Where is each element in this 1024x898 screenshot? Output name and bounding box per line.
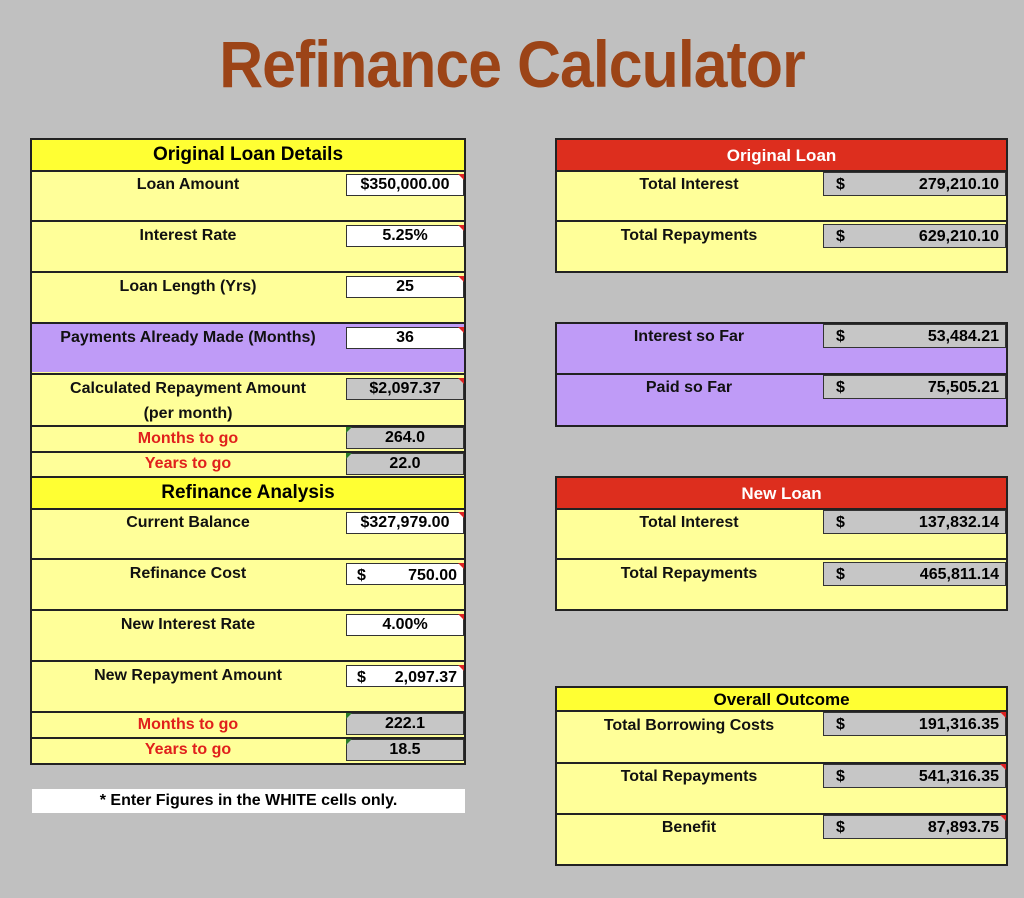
interest-so-far-value: 53,484.21 [927,328,999,345]
new-interest-rate-label: New Interest Rate [120,616,256,633]
new-years-to-go-label: Years to go [144,741,232,758]
payments-made-input[interactable]: 36 [346,327,464,349]
months-to-go-label: Months to go [137,430,239,447]
orig-total-repayments-cell [823,224,1006,248]
paid-so-far-value: 75,505.21 [927,379,999,396]
currency-symbol: $ [836,176,845,193]
refinance-cost-input[interactable] [346,563,464,585]
currency-symbol: $ [836,566,845,583]
years-to-go-label: Years to go [144,455,232,472]
new-total-repayments-label: Total Repayments [620,565,758,582]
new-loan-panel [555,476,1008,611]
new-total-interest-cell [823,510,1006,534]
payments-made-label: Payments Already Made (Months) [60,329,316,346]
total-borrowing-costs-value: 191,316.35 [918,716,999,733]
calc-repayment-label: Calculated Repayment Amount [70,380,306,397]
original-loan-details-header: Original Loan Details [32,140,464,172]
total-borrowing-costs-label: Total Borrowing Costs [603,717,775,734]
new-repayment-input[interactable] [346,665,464,687]
overall-outcome-header: Overall Outcome [557,688,1006,712]
paid-so-far-cell [823,375,1006,399]
outcome-total-repayments-label: Total Repayments [620,768,758,785]
left-panel [30,138,466,765]
overall-outcome-panel [555,686,1008,866]
new-total-interest-label: Total Interest [639,514,739,531]
interest-so-far-label: Interest so Far [633,328,745,345]
currency-symbol: $ [836,819,845,836]
benefit-value: 87,893.75 [927,819,999,836]
currency-symbol: $ [357,669,366,686]
new-interest-rate-input[interactable]: 4.00% [346,614,464,636]
currency-symbol: $ [836,328,845,345]
benefit-cell [823,815,1006,839]
orig-total-repayments-value: 629,210.10 [918,228,999,245]
current-balance-label: Current Balance [126,514,250,531]
refinance-cost-label: Refinance Cost [129,565,247,582]
orig-total-repayments-label: Total Repayments [620,227,758,244]
instruction-note: * Enter Figures in the WHITE cells only. [32,789,465,813]
calc-repayment-value: $2,097.37 [346,378,464,400]
new-total-repayments-value: 465,811.14 [919,566,999,583]
progress-panel [555,322,1008,427]
interest-rate-label: Interest Rate [139,227,237,244]
currency-symbol: $ [357,567,366,584]
orig-total-interest-cell [823,172,1006,196]
loan-length-input[interactable]: 25 [346,276,464,298]
currency-symbol: $ [836,768,845,785]
currency-symbol: $ [836,379,845,396]
interest-rate-input[interactable]: 5.25% [346,225,464,247]
months-to-go-value: 264.0 [346,427,464,449]
new-loan-header: New Loan [557,478,1006,510]
loan-length-label: Loan Length (Yrs) [119,278,257,295]
paid-so-far-label: Paid so Far [645,379,733,396]
outcome-total-repayments-value: 541,316.35 [918,768,999,785]
total-borrowing-costs-cell [823,712,1006,736]
original-loan-header: Original Loan [557,140,1006,172]
orig-total-interest-value: 279,210.10 [918,176,999,193]
outcome-total-repayments-cell [823,764,1006,788]
currency-symbol: $ [836,514,845,531]
benefit-label: Benefit [661,819,717,836]
new-total-repayments-cell [823,562,1006,586]
currency-symbol: $ [836,716,845,733]
new-total-interest-value: 137,832.14 [918,514,999,531]
years-to-go-value: 22.0 [346,453,464,475]
interest-so-far-cell [823,324,1006,348]
orig-total-interest-label: Total Interest [639,176,739,193]
original-loan-panel [555,138,1008,273]
new-months-to-go-label: Months to go [137,716,239,733]
loan-amount-label: Loan Amount [136,176,240,193]
page-title: Refinance Calculator [219,27,805,101]
new-repayment-value: 2,097.37 [394,669,457,686]
currency-symbol: $ [836,228,845,245]
current-balance-value[interactable]: $327,979.00 [346,512,464,534]
new-years-to-go-value: 18.5 [346,739,464,761]
refinance-analysis-header: Refinance Analysis [32,478,464,510]
refinance-cost-value: 750.00 [408,567,457,584]
new-repayment-label: New Repayment Amount [94,667,282,684]
new-months-to-go-value: 222.1 [346,713,464,735]
calc-repayment-sublabel: (per month) [143,405,233,422]
loan-amount-input[interactable]: $350,000.00 [346,174,464,196]
